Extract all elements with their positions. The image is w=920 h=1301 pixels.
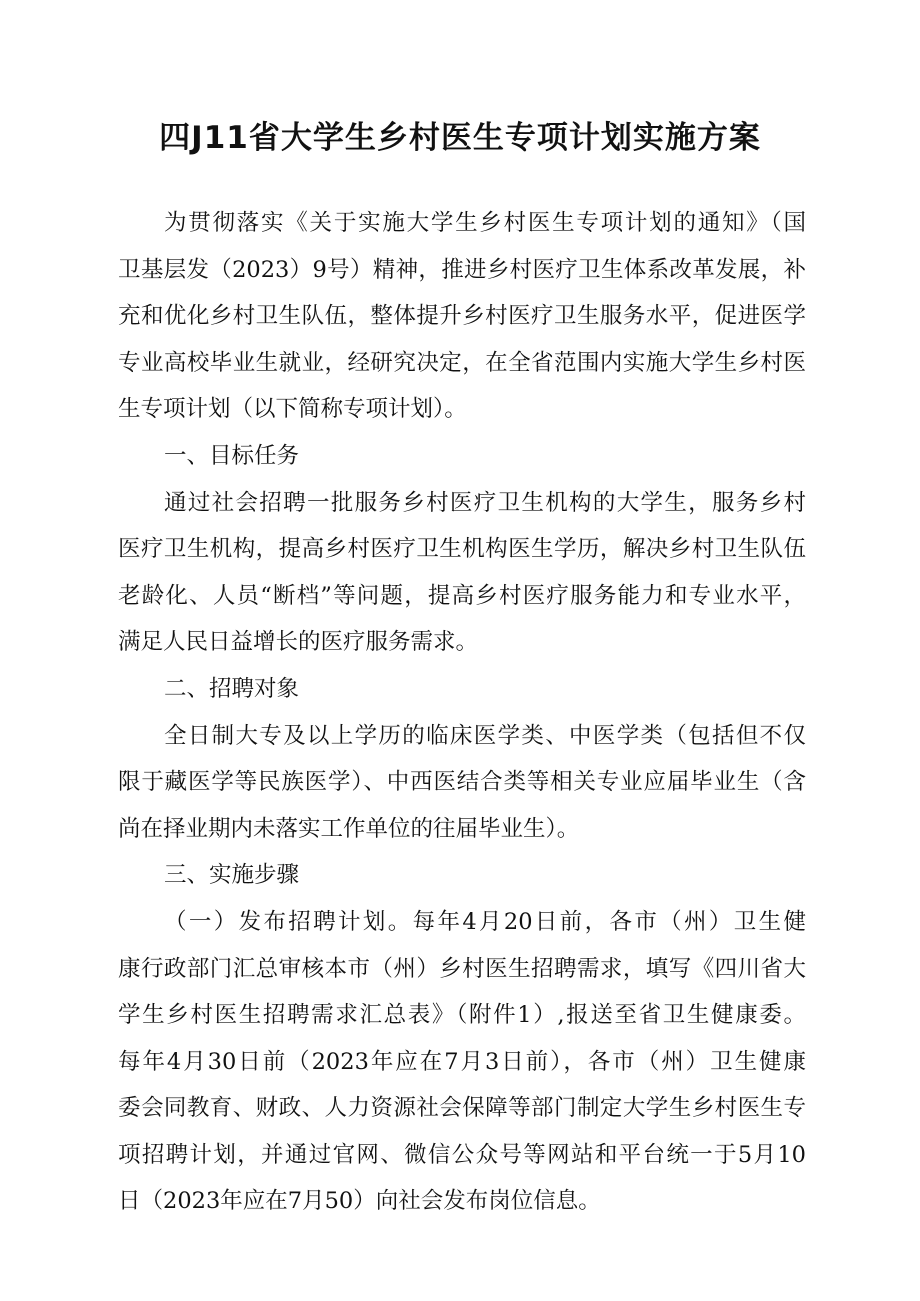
paragraph-recruits-line-3: 尚在择业期内未落实工作单位的往届毕业生）。 — [118, 815, 580, 842]
section-heading-steps: 三、实施步骤 — [164, 862, 300, 889]
paragraph-steps-line-5: 委会同教育、财政、人力资源社会保障等部门制定大学生乡村医生专 — [118, 1095, 806, 1122]
document-title: 四J11省大学生乡村医生专项计划实施方案 — [159, 120, 761, 156]
paragraph-goals-line-2: 医疗卫生机构，提高乡村医疗卫生机构医生学历，解决乡村卫生队伍 — [118, 536, 806, 563]
paragraph-recruits-line-1: 全日制大专及以上学历的临床医学类、中医学类（包括但不仅 — [164, 722, 806, 749]
paragraph-goals-line-1: 通过社会招聘一批服务乡村医疗卫生机构的大学生，服务乡村 — [164, 489, 806, 516]
document-body — [118, 200, 806, 1225]
paragraph-intro-line-3: 充和优化乡村卫生队伍，整体提升乡村医疗卫生服务水平，促进医学 — [118, 303, 806, 330]
paragraph-goals-line-4: 满足人民日益增长的医疗服务需求。 — [118, 629, 479, 656]
paragraph-steps-line-7: 日（2023年应在7月50）向社会发布岗位信息。 — [118, 1188, 601, 1215]
section-heading-recruits: 二、招聘对象 — [164, 675, 300, 702]
paragraph-steps-line-1: （一）发布招聘计划。每年4月20日前，各市（州）卫生健 — [164, 908, 806, 935]
paragraph-intro-line-5: 生专项计划（以下简称专项计划）。 — [118, 396, 467, 423]
paragraph-steps-line-3: 学生乡村医生招聘需求汇总表》（附件1）,报送至省卫生健康委。 — [118, 1002, 806, 1029]
paragraph-intro-line-2: 卫基层发（2023）9号）精神，推进乡村医疗卫生体系改革发展，补 — [118, 256, 806, 283]
paragraph-goals-line-3: 老龄化、人员“断档”等问题，提高乡村医疗服务能力和专业水平， — [118, 582, 806, 609]
paragraph-steps-line-2: 康行政部门汇总审核本市（州）乡村医生招聘需求，填写《四川省大 — [118, 955, 806, 982]
section-heading-goals: 一、目标任务 — [164, 442, 300, 469]
paragraph-steps-line-4: 每年4月30日前（2023年应在7月3日前），各市（州）卫生健康 — [118, 1048, 806, 1075]
paragraph-intro-line-4: 专业高校毕业生就业，经研究决定，在全省范围内实施大学生乡村医 — [118, 349, 806, 376]
paragraph-intro-line-1: 为贯彻落实《关于实施大学生乡村医生专项计划的通知》（国 — [164, 210, 806, 236]
paragraph-steps-line-6: 项招聘计划，并通过官网、微信公众号等网站和平台统一于5月10 — [118, 1141, 806, 1168]
paragraph-recruits-line-2: 限于藏医学等民族医学）、中西医结合类等相关专业应届毕业生（含 — [118, 769, 806, 796]
